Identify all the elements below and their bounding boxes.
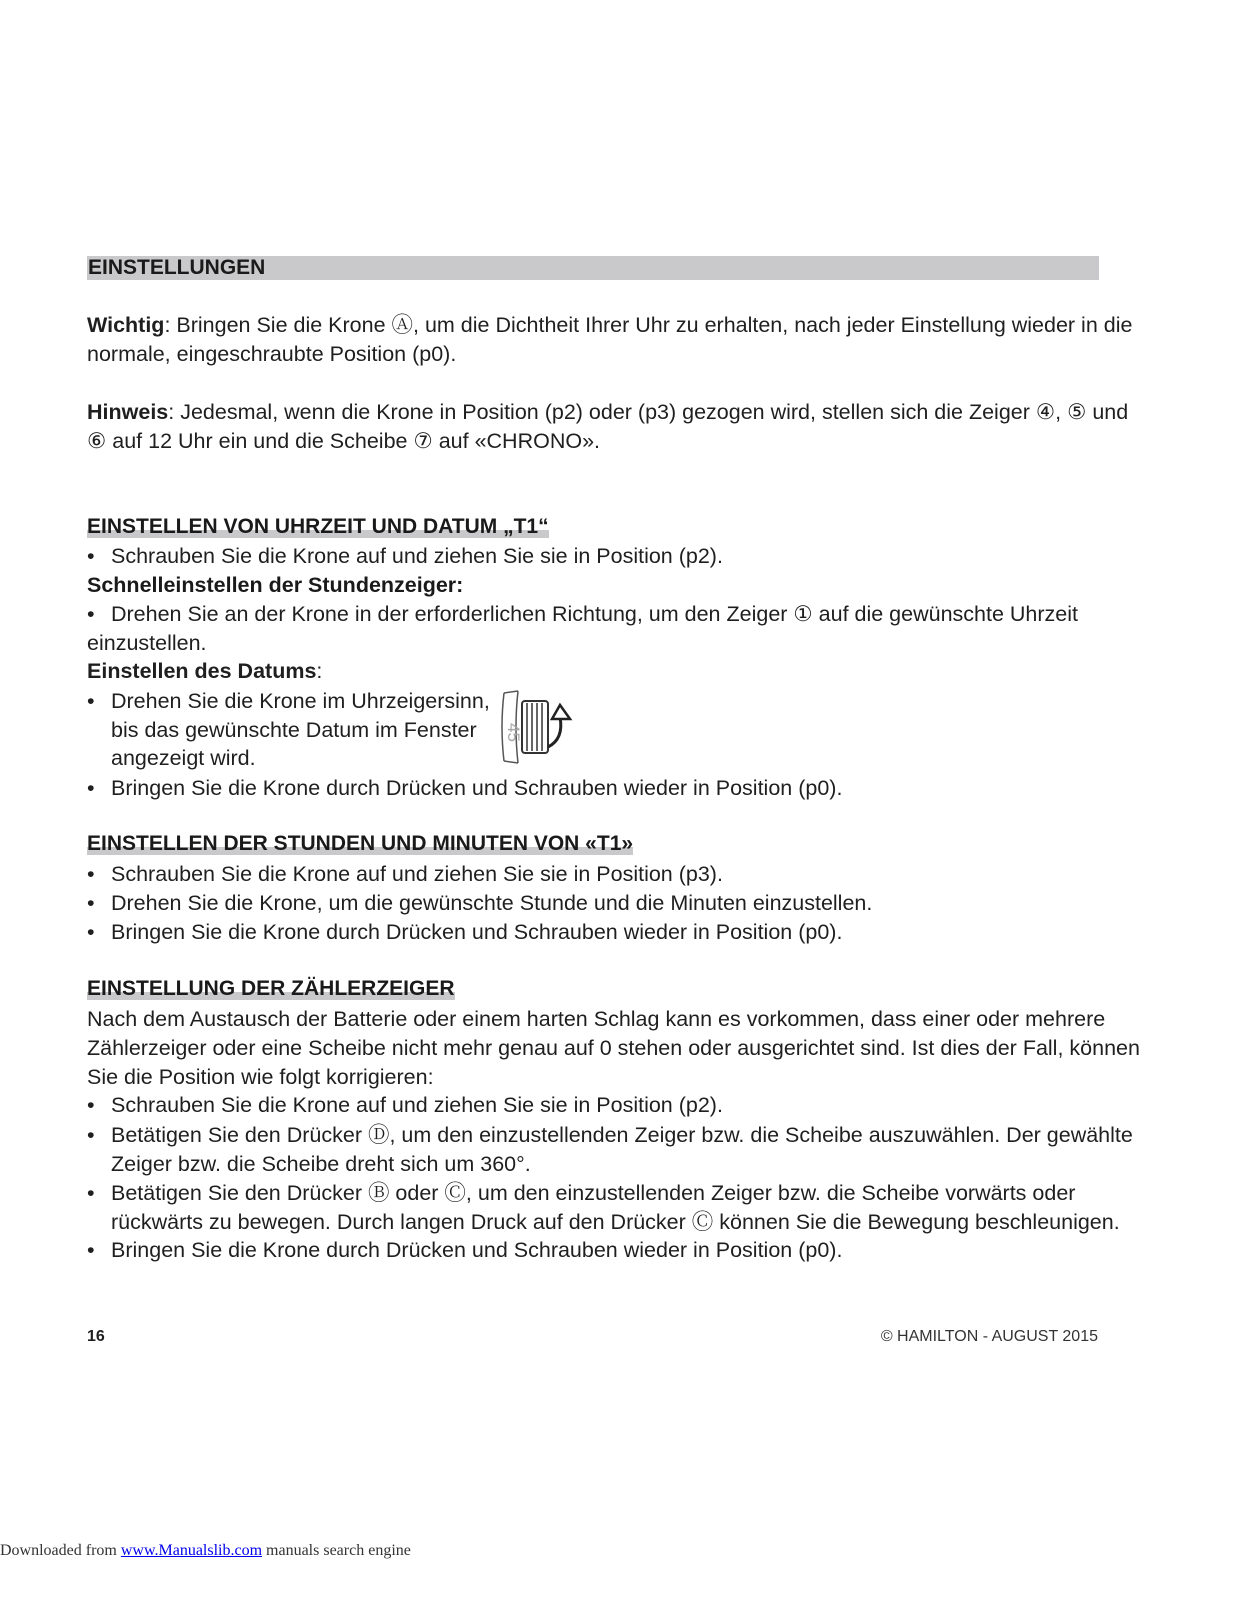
list-item-text-1: Betätigen Sie den Drücker Ⓓ, um den einzustellenden Zeiger bzw. die Scheibe auszuwählen. Der gewählte <box>111 1123 1133 1147</box>
list-item-text-2: rückwärts zu bewegen. Durch langen Druck auf den Drücker Ⓒ können Sie die Bewegung beschleunigen. <box>111 1210 1120 1234</box>
hinweis-text-1: : Jedesmal, wenn die Krone in Position (p2) oder (p3) gezogen wird, stellen sich die Zeiger ④, ⑤ und <box>168 400 1129 424</box>
subheading-datum-label: Einstellen des Datums <box>87 659 317 683</box>
list-item-text: Schrauben Sie die Krone auf und ziehen Sie sie in Position (p3). <box>111 862 723 886</box>
heading-zaehlerzeiger: EINSTELLUNG DER ZÄHLERZEIGER <box>87 975 455 1003</box>
hinweis-label: Hinweis <box>87 400 169 424</box>
list-item-text-2: Zeiger bzw. die Scheibe dreht sich um 360°. <box>111 1152 531 1176</box>
wichtig-line-2: normale, eingeschraubte Position (p0). <box>87 342 457 366</box>
section-title: EINSTELLUNGEN <box>88 256 266 279</box>
list-item-text-3: angezeigt wird. <box>111 746 256 770</box>
hinweis-line-2: ⑥ auf 12 Uhr ein und die Scheibe ⑦ auf «CHRONO». <box>87 429 601 453</box>
list-item-text-2: bis das gewünschte Datum im Fenster <box>111 718 477 742</box>
list-item-text: Bringen Sie die Krone durch Drücken und Schrauben wieder in Position (p0). <box>111 776 843 800</box>
paragraph-line-3: Sie die Position wie folgt korrigieren: <box>87 1065 434 1089</box>
list-item-text-1: Betätigen Sie den Drücker Ⓑ oder Ⓒ, um den einzustellenden Zeiger bzw. die Scheibe vorwärts oder <box>111 1181 1076 1205</box>
list-item-text: Bringen Sie die Krone durch Drücken und Schrauben wieder in Position (p0). <box>111 1238 843 1262</box>
list-item <box>87 1121 1133 1179</box>
bullet: • <box>87 776 95 800</box>
crown-rotation-icon <box>498 689 578 765</box>
list-item <box>87 1179 1120 1237</box>
bullet: • <box>87 920 95 944</box>
download-prefix: Downloaded from <box>0 1542 121 1559</box>
download-suffix: manuals search engine <box>262 1542 411 1559</box>
paragraph-line-2: Zählerzeiger oder eine Scheibe nicht mehr genau auf 0 stehen oder ausgerichtet sind. Ist dies der Fall, können <box>87 1036 1140 1060</box>
page-number: 16 <box>87 1328 105 1345</box>
manualslib-link[interactable]: www.Manualslib.com <box>120 1542 263 1559</box>
download-source-bar <box>0 1542 411 1560</box>
bullet: • <box>87 602 95 626</box>
heading-stunden-minuten: EINSTELLEN DER STUNDEN UND MINUTEN VON «T1» <box>87 830 633 858</box>
bullet: • <box>87 891 95 915</box>
bullet: • <box>87 1181 95 1205</box>
subheading-datum-colon: : <box>316 659 323 683</box>
heading-uhrzeit-datum: EINSTELLEN VON UHRZEIT UND DATUM „T1“ <box>87 513 549 541</box>
wichtig-label: Wichtig <box>87 313 165 337</box>
subheading-datum <box>87 657 322 686</box>
list-item-text: Schrauben Sie die Krone auf und ziehen Sie sie in Position (p2). <box>111 544 723 568</box>
subheading-schnelleinstellen: Schnelleinstellen der Stundenzeiger: <box>87 573 464 597</box>
list-item-text: Schrauben Sie die Krone auf und ziehen Sie sie in Position (p2). <box>111 1093 723 1117</box>
crown-number-label: 45 <box>504 723 523 742</box>
bullet: • <box>87 1123 95 1147</box>
section-title-bar <box>87 256 1099 280</box>
wichtig-line-1 <box>87 311 1132 340</box>
list-item-text: Drehen Sie an der Krone in der erforderlichen Richtung, um den Zeiger ① auf die gewünschte Uhrzeit <box>111 602 1078 626</box>
list-item-continuation: einzustellen. <box>87 631 207 655</box>
bullet: • <box>87 544 95 568</box>
bullet: • <box>87 1238 95 1262</box>
copyright-notice: © HAMILTON - AUGUST 2015 <box>880 1328 1098 1345</box>
hinweis-line-1 <box>87 398 1128 427</box>
bullet: • <box>87 689 95 713</box>
list-item-text-1: Drehen Sie die Krone im Uhrzeigersinn, <box>111 689 490 713</box>
bullet: • <box>87 862 95 886</box>
paragraph-line-1: Nach dem Austausch der Batterie oder einem harten Schlag kann es vorkommen, dass einer oder mehrere <box>87 1007 1106 1031</box>
bullet: • <box>87 1093 95 1117</box>
list-item-text: Bringen Sie die Krone durch Drücken und Schrauben wieder in Position (p0). <box>111 920 843 944</box>
list-item <box>87 687 507 775</box>
list-item-text: Drehen Sie die Krone, um die gewünschte Stunde und die Minuten einzustellen. <box>111 891 873 915</box>
wichtig-text-1: : Bringen Sie die Krone Ⓐ, um die Dichtheit Ihrer Uhr zu erhalten, nach jeder Einstellung wieder in die <box>164 313 1133 337</box>
